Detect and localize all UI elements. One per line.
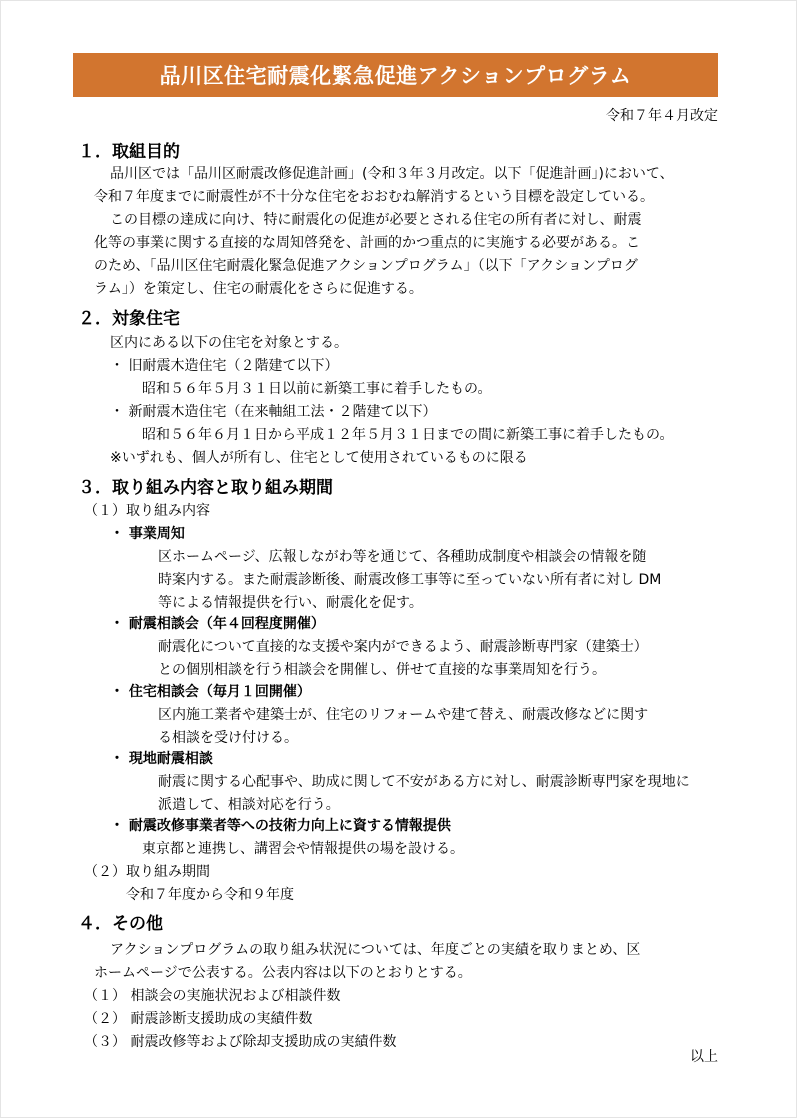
activity-label: ・ 現地耐震相談	[110, 751, 213, 767]
section-1-text: この目標の達成に向け、特に耐震化の促進が必要とされる住宅の所有者に対し、耐震	[110, 212, 642, 228]
activity-text: 時案内する。また耐震診断後、耐震改修工事等に至っていない所有者に対し DM	[158, 572, 662, 588]
section-1-text: ラム」）を策定し、住宅の耐震化をさらに促進する。	[94, 281, 423, 297]
subsection-heading: （２）取り組み期間	[84, 864, 210, 880]
section-1-text: 化等の事業に関する直接的な周知啓発を、計画的かつ重点的に実施する必要がある。こ	[94, 235, 640, 251]
closing-remark: 以上	[690, 1049, 718, 1065]
section-2-note: ※いずれも、個人が所有し、住宅として使用されているものに限る	[110, 450, 528, 466]
section-1-text: 品川区では「品川区耐震改修促進計画」(令和３年３月改定。以下「促進計画」)において、	[110, 166, 674, 182]
publication-item: （１） 相談会の実施状況および相談件数	[84, 988, 341, 1004]
activity-label: ・ 耐震相談会（年４回程度開催）	[110, 616, 325, 632]
publication-item: （３） 耐震改修等および除却支援助成の実績件数	[84, 1034, 397, 1050]
activity-text: 区内施工業者や建築士が、住宅のリフォームや建て替え、耐震改修などに関す	[158, 707, 649, 723]
target-item-desc: 昭和５６年５月３１日以前に新築工事に着手したもの。	[142, 381, 492, 397]
section-2-intro: 区内にある以下の住宅を対象とする。	[110, 335, 348, 351]
activity-label: ・ 住宅相談会（毎月１回開催）	[110, 684, 311, 700]
activity-text: 等による情報提供を行い、耐震化を促す。	[158, 595, 423, 611]
activity-text: る相談を受け付ける。	[158, 730, 298, 746]
program-period: 令和７年度から令和９年度	[126, 887, 294, 903]
revision-date: 令和７年４月改定	[606, 108, 718, 124]
section-2-heading: ２．対象住宅	[78, 309, 180, 329]
section-1-heading: １．取組目的	[78, 142, 180, 162]
activity-text: 東京都と連携し、講習会や情報提供の場を設ける。	[142, 841, 464, 857]
section-4-text: ホームページで公表する。公表内容は以下のとおりとする。	[94, 965, 472, 981]
activity-label: ・ 事業周知	[110, 526, 185, 542]
section-4-text: アクションプログラムの取り組み状況については、年度ごとの実績を取りまとめ、区	[110, 942, 641, 958]
subsection-heading: （１）取り組み内容	[84, 503, 210, 519]
activity-label: ・ 耐震改修事業者等への技術力向上に資する情報提供	[110, 818, 451, 834]
section-1-text: のため、「品川区住宅耐震化緊急促進アクションプログラム」（以下「アクションプログ	[94, 258, 638, 274]
page-title: 品川区住宅耐震化緊急促進アクションプログラム	[73, 53, 718, 97]
activity-text: 耐震化について直接的な支援や案内ができるよう、耐震診断専門家（建築士）	[158, 639, 648, 655]
publication-item: （２） 耐震診断支援助成の実績件数	[84, 1011, 313, 1027]
activity-text: との個別相談を行う相談会を開催し、併せて直接的な事業周知を行う。	[158, 662, 606, 678]
target-item-label: ・ 旧耐震木造住宅（２階建て以下）	[110, 358, 339, 374]
section-4-heading: ４．その他	[78, 914, 163, 934]
activity-text: 派遣して、相談対応を行う。	[158, 797, 340, 813]
section-1-text: 令和７年度までに耐震性が不十分な住宅をおおむね解消するという目標を設定している。	[94, 189, 654, 205]
target-item-label: ・ 新耐震木造住宅（在来軸組工法・２階建て以下）	[110, 404, 437, 420]
activity-text: 区ホームページ、広報しながわ等を通じて、各種助成制度や相談会の情報を随	[158, 549, 647, 565]
target-item-desc: 昭和５６年６月１日から平成１２年５月３１日までの間に新築工事に着手したもの。	[142, 427, 674, 443]
section-3-heading: ３．取り組み内容と取り組み期間	[78, 478, 333, 498]
activity-text: 耐震に関する心配事や、助成に関して不安がある方に対し、耐震診断専門家を現地に	[158, 774, 690, 790]
